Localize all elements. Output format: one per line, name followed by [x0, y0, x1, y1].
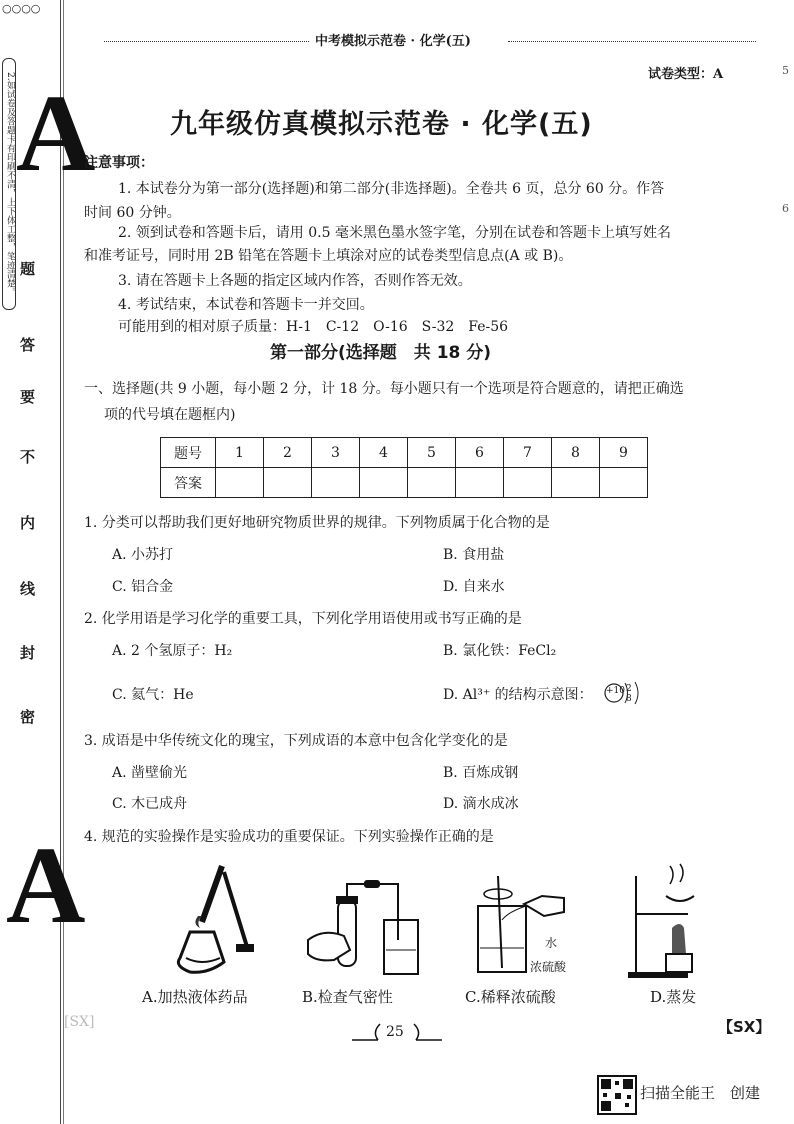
q1-option-c: C. 铝合金	[112, 579, 174, 595]
figure-c-caption: C.稀释浓硫酸	[465, 988, 556, 1006]
answer-cell-4[interactable]	[360, 468, 408, 498]
atomic-masses: 可能用到的相对原子质量：H-1 C-12 O-16 S-32 Fe-56	[118, 319, 509, 335]
q1-stem: 1. 分类可以帮助我们更好地研究物质世界的规律。下列物质属于化合物的是	[84, 515, 550, 531]
answer-table	[160, 437, 648, 498]
q3-option-c: C. 木已成舟	[112, 796, 188, 812]
figure-d-evaporation	[628, 862, 698, 980]
note-2a: 2. 领到试卷和答题卡后，请用 0.5 毫米黑色墨水签字笔，分别在试卷和答题卡上填写姓名	[118, 225, 671, 241]
answer-cell-6[interactable]	[456, 468, 504, 498]
scanner-watermark: 扫描全能王 创建	[640, 1084, 761, 1102]
part1-instruction-1: 一、选择题(共 9 小题，每小题 2 分，计 18 分。每小题只有一个选项是符合题意的，请把正确选	[84, 381, 684, 397]
al-ion-structure-diagram	[600, 678, 650, 708]
faint-region-code: [SX]	[64, 1014, 95, 1030]
q3-option-d: D. 滴水成冰	[443, 796, 519, 812]
header-rule-left	[104, 41, 309, 42]
q3-stem: 3. 成语是中华传统文化的瑰宝，下列成语的本意中包含化学变化的是	[84, 733, 508, 749]
answer-cell-7[interactable]	[504, 468, 552, 498]
qnum-5: 5	[408, 438, 456, 468]
binding-edge-text: 2.如试卷及答题卡有印刷不清，上下体工整，笔迹清楚。	[2, 58, 16, 310]
answer-cell-3[interactable]	[312, 468, 360, 498]
corner-mark: ○○○○	[2, 2, 41, 15]
answer-cell-5[interactable]	[408, 468, 456, 498]
q2-option-a: A. 2 个氢原子：H₂	[112, 643, 233, 659]
note-3: 3. 请在答题卡上各题的指定区域内作答，否则作答无效。	[118, 273, 472, 289]
row-label-numbers: 题号	[161, 438, 216, 468]
edge-mark-1: 5	[782, 64, 789, 77]
q3-option-b: B. 百炼成钢	[443, 765, 519, 781]
q2-option-d: D. Al³⁺ 的结构示意图：	[443, 687, 593, 703]
seal-char-8: 密	[20, 708, 36, 726]
qnum-3: 3	[312, 438, 360, 468]
note-4: 4. 考试结束，本试卷和答题卡一并交回。	[118, 297, 374, 313]
qnum-4: 4	[360, 438, 408, 468]
figure-d-caption: D.蒸发	[650, 988, 697, 1006]
seal-char-4: 不	[20, 448, 36, 466]
q1-option-d: D. 自来水	[443, 579, 505, 595]
answer-table-row-answers	[161, 468, 648, 498]
note-2b: 和准考证号，同时用 2B 铅笔在答题卡上填涂对应的试卷类型信息点(A 或 B)。	[84, 248, 573, 264]
answer-cell-2[interactable]	[264, 468, 312, 498]
note-1a: 1. 本试卷分为第一部分(选择题)和第二部分(非选择题)。全卷共 6 页，总分 60 分。作答	[118, 181, 665, 197]
figure-a-heating-liquid	[150, 862, 260, 982]
qnum-8: 8	[552, 438, 600, 468]
answer-cell-1[interactable]	[216, 468, 264, 498]
notes-heading: 注意事项：	[84, 155, 154, 171]
figure-b-airtightness	[298, 880, 428, 980]
qnum-1: 1	[216, 438, 264, 468]
q1-option-b: B. 食用盐	[443, 547, 505, 563]
seal-char-5: 内	[20, 514, 36, 532]
shell-electrons: 2 8	[626, 684, 636, 704]
part1-instruction-2: 项的代号填在题框内)	[104, 407, 236, 423]
row-label-answers: 答案	[161, 468, 216, 498]
q3-option-a: A. 凿壁偷光	[112, 765, 188, 781]
watermark-letter-bottom: A	[6, 824, 86, 946]
watermark-letter-top: A	[16, 72, 96, 194]
edge-mark-2: 6	[782, 202, 789, 215]
qnum-7: 7	[504, 438, 552, 468]
qnum-6: 6	[456, 438, 504, 468]
answer-cell-8[interactable]	[552, 468, 600, 498]
q2-stem: 2. 化学用语是学习化学的重要工具，下列化学用语使用或书写正确的是	[84, 611, 522, 627]
q2-option-c: C. 氦气：He	[112, 687, 194, 703]
seal-char-3: 要	[20, 388, 36, 406]
qnum-2: 2	[264, 438, 312, 468]
seal-char-2: 答	[20, 336, 36, 354]
nucleus-charge: +10	[606, 686, 625, 696]
seal-char-1: 题	[20, 260, 36, 278]
qr-code-icon	[597, 1075, 637, 1115]
answer-table-row-numbers	[161, 438, 648, 468]
part1-heading: 第一部分(选择题 共 18 分)	[270, 343, 492, 363]
paper-type: 试卷类型：A	[648, 67, 724, 82]
seal-char-7: 封	[20, 644, 36, 662]
q1-option-a: A. 小苏打	[112, 547, 174, 563]
figure-a-caption: A.加热液体药品	[142, 988, 248, 1006]
figure-c-label-acid: 浓硫酸	[530, 960, 567, 974]
figure-c-label-water: 水	[545, 936, 558, 950]
answer-cell-9[interactable]	[600, 468, 648, 498]
figure-b-caption: B.检查气密性	[302, 988, 393, 1006]
region-code: 【SX】	[718, 1018, 771, 1036]
page-number-box	[350, 1022, 444, 1042]
note-1b: 时间 60 分钟。	[84, 205, 181, 221]
running-title: 中考模拟示范卷 · 化学(五)	[315, 34, 471, 49]
page-title: 九年级仿真模拟示范卷 · 化学(五)	[170, 109, 593, 140]
seal-char-6: 线	[20, 580, 36, 598]
q2-option-b: B. 氯化铁：FeCl₂	[443, 643, 557, 659]
qnum-9: 9	[600, 438, 648, 468]
page-number: 25	[386, 1024, 404, 1040]
header-rule-right	[508, 41, 756, 42]
q4-stem: 4. 规范的实验操作是实验成功的重要保证。下列实验操作正确的是	[84, 829, 494, 845]
